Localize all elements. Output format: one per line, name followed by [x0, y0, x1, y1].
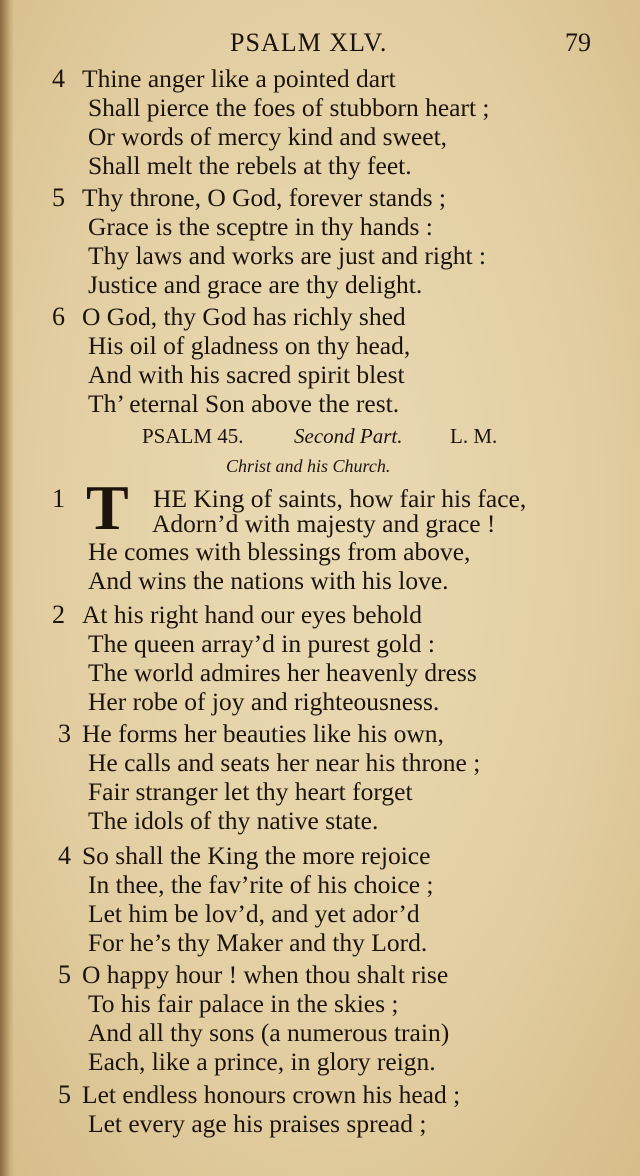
stanza-number: 5 — [52, 183, 65, 212]
stanza-number: 4 — [52, 64, 65, 93]
page-header — [0, 28, 640, 60]
verse-line: O God, thy God has richly shed — [82, 302, 406, 331]
verse-line: His oil of gladness on thy head, — [88, 331, 411, 360]
page-binding-edge — [0, 0, 14, 1176]
verse-line: Let endless honours crown his head ; — [82, 1080, 461, 1109]
verse-line: Thy throne, O God, forever stands ; — [82, 183, 446, 212]
verse-line: Shall pierce the foes of stubborn heart ; — [88, 93, 490, 122]
stanza-number: 3 — [58, 719, 71, 748]
verse-line: Or words of mercy kind and sweet, — [88, 122, 448, 151]
verse-line: He calls and seats her near his throne ; — [88, 748, 481, 777]
stanza-number: 5 — [58, 960, 71, 989]
verse-line: Let every age his praises spread ; — [88, 1109, 427, 1138]
page-number: 79 — [565, 28, 591, 57]
verse-line: The idols of thy native state. — [88, 806, 379, 835]
verse-line: Thy laws and works are just and right : — [88, 241, 487, 270]
verse-line: And with his sacred spirit blest — [88, 360, 405, 389]
verse-line: And all thy sons (a numerous train) — [88, 1018, 450, 1047]
verse-line: To his fair palace in the skies ; — [88, 989, 399, 1018]
verse-line: Adorn’d with majesty and grace ! — [152, 509, 496, 538]
verse-line: Shall melt the rebels at thy feet. — [88, 151, 412, 180]
running-title: PSALM XLV. — [230, 28, 388, 57]
stanza-number: 5 — [58, 1080, 71, 1109]
stanza-number: 4 — [58, 841, 71, 870]
psalm-topic: Christ and his Church. — [226, 456, 391, 476]
psalm-subheading — [0, 424, 640, 454]
verse-line: Th’ eternal Son above the rest. — [88, 389, 400, 418]
verse-line: The queen array’d in purest gold : — [88, 629, 435, 658]
verse-line: HE King of saints, how fair his face, — [153, 484, 527, 513]
verse-line: He comes with blessings from above, — [88, 537, 471, 566]
drop-cap: T — [86, 472, 129, 543]
stanza-number: 2 — [52, 600, 65, 629]
meter-label: L. M. — [450, 424, 498, 448]
verse-line: O happy hour ! when thou shalt rise — [82, 960, 449, 989]
verse-line: In thee, the fav’rite of his choice ; — [88, 870, 434, 899]
verse-line: Thine anger like a pointed dart — [82, 64, 396, 93]
verse-line: At his right hand our eyes behold — [82, 600, 422, 629]
verse-line: Let him be lov’d, and yet ador’d — [88, 899, 420, 928]
part-label: Second Part. — [294, 424, 403, 448]
verse-line: Each, like a prince, in glory reign. — [88, 1047, 436, 1076]
verse-line: For he’s thy Maker and thy Lord. — [88, 928, 428, 957]
verse-line: He forms her beauties like his own, — [82, 719, 444, 748]
verse-line: Justice and grace are thy delight. — [88, 270, 423, 299]
verse-line: Her robe of joy and righteousness. — [88, 687, 440, 716]
stanza-number: 1 — [52, 484, 65, 513]
psalm-number: PSALM 45. — [142, 424, 244, 448]
verse-line: The world admires her heavenly dress — [88, 658, 477, 687]
verse-line: So shall the King the more rejoice — [82, 841, 431, 870]
verse-line: Grace is the sceptre in thy hands : — [88, 212, 433, 241]
verse-line: And wins the nations with his love. — [88, 566, 449, 595]
stanza-number: 6 — [52, 302, 65, 331]
verse-line: Fair stranger let thy heart forget — [88, 777, 413, 806]
